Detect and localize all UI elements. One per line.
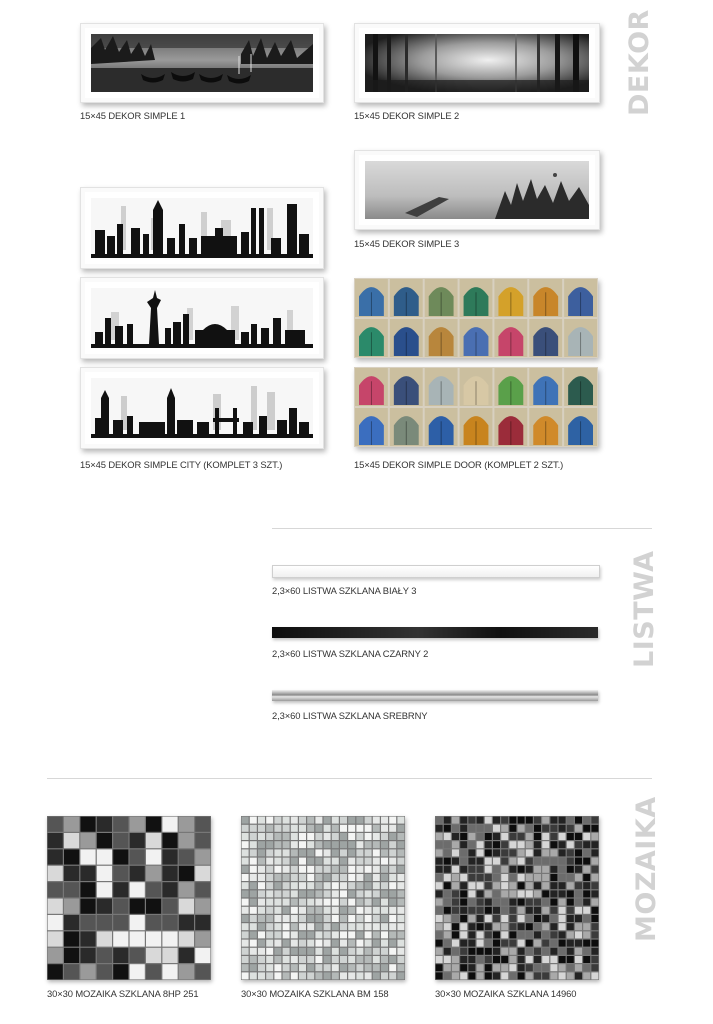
dekor-city-tile-1 [80, 187, 324, 269]
dekor-simple-3-caption: 15×45 DEKOR SIMPLE 3 [354, 238, 460, 249]
city-skyline-photo-1 [91, 198, 313, 258]
dekor-simple-1-tile [80, 23, 324, 103]
mosaic-14960-image [435, 816, 599, 980]
colorful-doors-photo-2 [354, 367, 598, 447]
section-divider-listwa [272, 528, 652, 529]
city-skyline-photo-2 [91, 288, 313, 348]
section-label-dekor: DEKOR [624, 9, 655, 116]
foggy-pier-photo [365, 161, 589, 219]
mozaika-bm158-caption: 30×30 MOZAIKA SZKLANA BM 158 [241, 988, 389, 999]
dekor-door-tile-1 [354, 278, 598, 358]
mosaic-8hp251-image [47, 816, 211, 980]
mozaika-8hp251-tile [47, 816, 211, 980]
listwa-white-strip [272, 565, 600, 578]
dekor-door-caption: 15×45 DEKOR SIMPLE DOOR (KOMPLET 2 SZT.) [354, 459, 564, 470]
dekor-city-tile-2 [80, 277, 324, 359]
dekor-simple-2-tile [354, 23, 600, 103]
city-skyline-photo-3 [91, 378, 313, 438]
section-label-mozaika: MOZAIKA [631, 796, 662, 942]
misty-forest-photo [365, 34, 589, 92]
listwa-silver-caption: 2,3×60 LISTWA SZKLANA SREBRNY [272, 710, 428, 721]
listwa-white-caption: 2,3×60 LISTWA SZKLANA BIAŁY 3 [272, 585, 417, 596]
dekor-simple-2-caption: 15×45 DEKOR SIMPLE 2 [354, 110, 460, 121]
mozaika-8hp251-caption: 30×30 MOZAIKA SZKLANA 8HP 251 [47, 988, 199, 999]
section-label-listwa: LISTWA [629, 550, 660, 668]
mosaic-bm158-image [241, 816, 405, 980]
mozaika-14960-tile [435, 816, 599, 980]
mozaika-bm158-tile [241, 816, 405, 980]
dekor-city-caption: 15×45 DEKOR SIMPLE CITY (KOMPLET 3 SZT.) [80, 459, 283, 470]
mozaika-14960-caption: 30×30 MOZAIKA SZKLANA 14960 [435, 988, 577, 999]
dekor-city-tile-3 [80, 367, 324, 449]
dekor-simple-1-caption: 15×45 DEKOR SIMPLE 1 [80, 110, 186, 121]
listwa-silver-strip [272, 690, 598, 701]
listwa-black-caption: 2,3×60 LISTWA SZKLANA CZARNY 2 [272, 648, 429, 659]
lake-boats-photo [91, 34, 313, 92]
section-divider-mozaika [47, 778, 652, 779]
dekor-simple-3-tile [354, 150, 600, 230]
dekor-door-tile-2 [354, 367, 598, 447]
listwa-black-strip [272, 627, 598, 638]
colorful-doors-photo-1 [354, 278, 598, 358]
